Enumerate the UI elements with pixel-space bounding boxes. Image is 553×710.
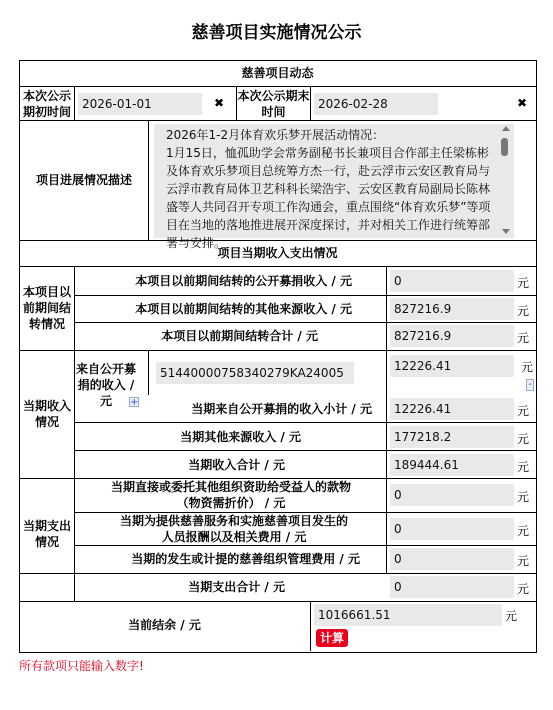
expense-total-input[interactable]: 0 xyxy=(390,576,514,598)
finance-header: 项目当期收入支出情况 xyxy=(217,246,338,260)
unit-label: 元 xyxy=(517,331,530,345)
prior-public-label: 本项目以前期间结转的公开募捐收入 / 元 xyxy=(135,274,352,288)
progress-label: 项目进展情况描述 xyxy=(35,173,132,187)
unit-label: 元 xyxy=(517,432,530,446)
calculate-button[interactable]: 计算 xyxy=(316,629,348,647)
start-date-label: 本次公示期初时间 xyxy=(22,89,71,119)
unit-label: 元 xyxy=(517,304,530,318)
unit-label: 元 xyxy=(517,524,530,538)
income-subtotal-label: 当期来自公开募捐的收入小计 / 元 xyxy=(191,402,372,416)
unit-label: 元 xyxy=(517,460,530,474)
unit-label: 元 xyxy=(517,276,530,290)
progress-textarea[interactable] xyxy=(154,124,514,250)
income-subtotal-input[interactable]: 12226.41 xyxy=(390,398,514,420)
prior-other-input[interactable]: 827216.9 xyxy=(390,298,514,320)
remove-record-icon[interactable]: - xyxy=(526,379,534,391)
start-date-input[interactable]: 2026-01-01 xyxy=(78,93,202,115)
income-total-input[interactable]: 189444.61 xyxy=(390,454,514,476)
balance-label: 当前结余 / 元 xyxy=(128,618,201,632)
income-other-input[interactable]: 177218.2 xyxy=(390,426,514,448)
expense-admin-label: 当期的发生或计提的慈善组织管理费用 / 元 xyxy=(131,552,360,566)
expense-total-label: 当期支出合计 / 元 xyxy=(188,580,285,594)
unit-label: 元 xyxy=(517,490,530,504)
numeric-input-note: 所有款项只能输入数字! xyxy=(19,659,144,673)
unit-label: 元 xyxy=(521,360,534,374)
income-other-label: 当期其他来源收入 / 元 xyxy=(180,430,301,444)
scroll-down-icon[interactable] xyxy=(502,229,510,234)
progress-scrollbar[interactable] xyxy=(496,124,514,238)
prior-public-input[interactable]: 0 xyxy=(390,270,514,292)
end-date-input[interactable]: 2026-02-28 xyxy=(314,93,438,115)
dynamics-header: 慈善项目动态 xyxy=(241,66,314,80)
page-title: 慈善项目实施情况公示 xyxy=(191,23,362,43)
record-amount-input[interactable]: 12226.41 xyxy=(390,355,514,377)
clear-start-date-icon[interactable]: ✖ xyxy=(214,96,225,110)
expense-direct-input[interactable]: 0 xyxy=(390,484,514,506)
scroll-thumb[interactable] xyxy=(501,138,508,156)
public-income-label: 来自公开募捐的收入 / 元 xyxy=(76,362,137,408)
unit-label: 元 xyxy=(517,554,530,568)
income-group-label: 当期收入情况 xyxy=(22,399,71,429)
clear-end-date-icon[interactable]: ✖ xyxy=(517,96,528,110)
prior-total-input[interactable]: 827216.9 xyxy=(390,325,514,347)
expense-service-input[interactable]: 0 xyxy=(390,518,514,540)
prior-other-label: 本项目以前期间结转的其他来源收入 / 元 xyxy=(135,302,352,316)
end-date-label: 本次公示期末时间 xyxy=(237,89,310,119)
unit-label: 元 xyxy=(505,609,518,623)
unit-label: 元 xyxy=(517,404,530,418)
progress-text: 2026年1-2月体育欢乐梦开展活动情况： 1月15日，恤孤助学会常务副秘书长兼项目合作部主任梁栋彬及体育欢乐梦项目总统筹方杰一行，赴云浮市云安区教育局与云浮市教育局体卫艺科科长梁浩宇、云安区教育局副局长陈林盛等人共同召开专项工作沟通会，重点围绕“体育欢乐梦”等项目在当地的落地推进展开深度探讨，并对相关工作进行统筹部署与安排。 xyxy=(166,128,491,250)
record-number-input[interactable]: 51440000758340279KA24005 xyxy=(156,362,354,384)
expense-group-label: 当期支出情况 xyxy=(22,519,71,549)
add-record-icon[interactable]: + xyxy=(130,397,139,408)
expense-admin-input[interactable]: 0 xyxy=(390,548,514,570)
income-total-label: 当期收入合计 / 元 xyxy=(188,458,285,472)
expense-direct-label: 当期直接或委托其他组织资助给受益人的款物（物资需折价） / 元 xyxy=(110,480,351,510)
unit-label: 元 xyxy=(517,582,530,596)
prior-total-label: 本项目以前期间结转合计 / 元 xyxy=(161,329,318,343)
prior-group-label: 本项目以前期间结转情况 xyxy=(22,285,71,331)
expense-service-label: 当期为提供慈善服务和实施慈善项目发生的人员报酬以及相关费用 / 元 xyxy=(119,514,348,544)
balance-input[interactable]: 1016661.51 xyxy=(314,604,502,626)
scroll-up-icon[interactable] xyxy=(502,126,510,131)
